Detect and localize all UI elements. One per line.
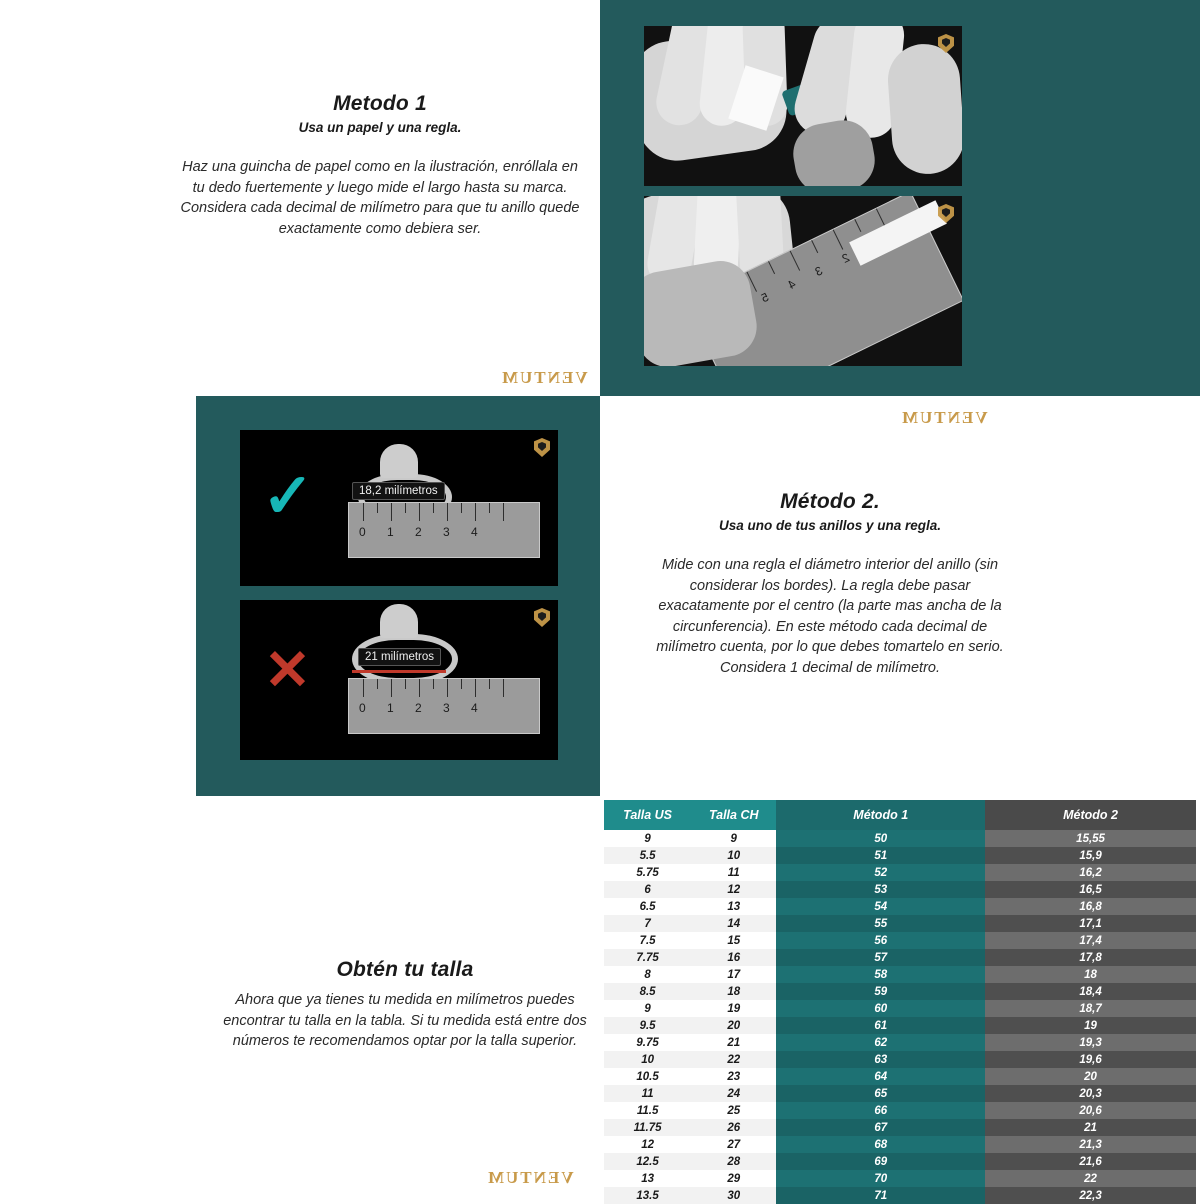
table-cell: 9 bbox=[691, 830, 776, 847]
table-cell: 21,6 bbox=[985, 1153, 1196, 1170]
illustration-measure-strip: 5 4 3 2 bbox=[644, 196, 962, 366]
table-cell: 27 bbox=[691, 1136, 776, 1153]
table-cell: 62 bbox=[776, 1034, 985, 1051]
table-cell: 19 bbox=[985, 1017, 1196, 1034]
brand-logo bbox=[900, 408, 988, 428]
method2-body: Mide con una regla el diámetro interior del anillo (sin considerar los bordes). La regla debe pasar exacatamente por el centro (la parte mas ancha de la circunferencia). En este método cada decimal de milímetro cuenta, por lo que debes tomartelo en serio. Considera 1 decimal de milímetro. bbox=[656, 557, 1004, 676]
table-cell: 13 bbox=[604, 1170, 691, 1187]
table-cell: 21 bbox=[691, 1034, 776, 1051]
brand-logo bbox=[486, 1168, 574, 1188]
table-cell: 11.5 bbox=[604, 1102, 691, 1119]
incorrect-cross-icon: ✕ bbox=[264, 638, 311, 701]
table-row bbox=[604, 1068, 1196, 1085]
table-cell: 29 bbox=[691, 1170, 776, 1187]
table-cell: 10 bbox=[691, 847, 776, 864]
table-cell: 22,3 bbox=[985, 1187, 1196, 1204]
table-row bbox=[604, 1136, 1196, 1153]
correct-check-icon: ✓ bbox=[262, 462, 314, 531]
table-cell: 68 bbox=[776, 1136, 985, 1153]
table-cell: 56 bbox=[776, 932, 985, 949]
brand-shield-icon bbox=[534, 608, 550, 627]
table-row bbox=[604, 915, 1196, 932]
table-cell: 15,9 bbox=[985, 847, 1196, 864]
table-cell: 7.75 bbox=[604, 949, 691, 966]
table-cell: 17,8 bbox=[985, 949, 1196, 966]
table-cell: 18,7 bbox=[985, 1000, 1196, 1017]
table-cell: 58 bbox=[776, 966, 985, 983]
method1-title: Metodo 1 bbox=[333, 92, 427, 115]
table-cell: 15,55 bbox=[985, 830, 1196, 847]
obtain-size-title: Obtén tu talla bbox=[336, 958, 474, 981]
table-cell: 20 bbox=[691, 1017, 776, 1034]
table-cell: 15 bbox=[691, 932, 776, 949]
table-cell: 9.75 bbox=[604, 1034, 691, 1051]
table-row bbox=[604, 932, 1196, 949]
table-row bbox=[604, 847, 1196, 864]
table-cell: 71 bbox=[776, 1187, 985, 1204]
table-cell: 61 bbox=[776, 1017, 985, 1034]
table-cell: 13 bbox=[691, 898, 776, 915]
table-row bbox=[604, 1119, 1196, 1136]
table-row bbox=[604, 898, 1196, 915]
table-row bbox=[604, 864, 1196, 881]
table-cell: 9 bbox=[604, 830, 691, 847]
table-cell: 16,2 bbox=[985, 864, 1196, 881]
illustration-paper-strip bbox=[644, 26, 962, 186]
table-row bbox=[604, 1051, 1196, 1068]
table-row bbox=[604, 1034, 1196, 1051]
table-row bbox=[604, 1102, 1196, 1119]
table-cell: 18 bbox=[985, 966, 1196, 983]
table-cell: 70 bbox=[776, 1170, 985, 1187]
table-header-talla-ch: Talla CH bbox=[691, 800, 776, 830]
table-cell: 11 bbox=[604, 1085, 691, 1102]
method1-body: Haz una guincha de papel como en la ilustración, enróllala en tu dedo fuertemente y luego mide el largo hasta su marca. Considera cada decimal de milímetro para que tu anillo quede exactamente como debiera ser. bbox=[180, 159, 580, 237]
table-cell: 66 bbox=[776, 1102, 985, 1119]
table-cell: 63 bbox=[776, 1051, 985, 1068]
table-cell: 19,3 bbox=[985, 1034, 1196, 1051]
table-cell: 26 bbox=[691, 1119, 776, 1136]
table-row bbox=[604, 1000, 1196, 1017]
table-cell: 13.5 bbox=[604, 1187, 691, 1204]
incorrect-measure-line bbox=[352, 670, 446, 673]
table-cell: 5.5 bbox=[604, 847, 691, 864]
table-cell: 21 bbox=[985, 1119, 1196, 1136]
table-cell: 67 bbox=[776, 1119, 985, 1136]
table-cell: 14 bbox=[691, 915, 776, 932]
table-cell: 16 bbox=[691, 949, 776, 966]
table-cell: 12 bbox=[604, 1136, 691, 1153]
table-cell: 19,6 bbox=[985, 1051, 1196, 1068]
table-cell: 12 bbox=[691, 881, 776, 898]
table-cell: 19 bbox=[691, 1000, 776, 1017]
table-cell: 8.5 bbox=[604, 983, 691, 1000]
method1-text-block bbox=[180, 92, 580, 239]
table-cell: 7.5 bbox=[604, 932, 691, 949]
table-cell: 59 bbox=[776, 983, 985, 1000]
table-cell: 50 bbox=[776, 830, 985, 847]
table-cell: 5.75 bbox=[604, 864, 691, 881]
method2-title: Método 2. bbox=[780, 490, 880, 513]
table-cell: 22 bbox=[985, 1170, 1196, 1187]
table-row bbox=[604, 983, 1196, 1000]
method1-subtitle: Usa un papel y una regla. bbox=[298, 120, 462, 135]
table-header-row bbox=[604, 800, 1196, 830]
illustration-incorrect-measure: 21 milímetros 0 1 2 3 4 ✕ bbox=[240, 600, 558, 760]
obtain-size-body: Ahora que ya tienes tu medida en milímetros puedes encontrar tu talla en la tabla. Si tu medida está entre dos números te recomendamos optar por la talla superior. bbox=[223, 992, 587, 1050]
table-cell: 28 bbox=[691, 1153, 776, 1170]
table-cell: 65 bbox=[776, 1085, 985, 1102]
table-cell: 17 bbox=[691, 966, 776, 983]
ring-size-table bbox=[604, 800, 1196, 1204]
table-cell: 30 bbox=[691, 1187, 776, 1204]
table-row bbox=[604, 881, 1196, 898]
table-cell: 8 bbox=[604, 966, 691, 983]
table-row bbox=[604, 1187, 1196, 1204]
obtain-size-text-block bbox=[210, 958, 600, 1052]
table-row bbox=[604, 830, 1196, 847]
table-cell: 9.5 bbox=[604, 1017, 691, 1034]
table-cell: 52 bbox=[776, 864, 985, 881]
table-cell: 60 bbox=[776, 1000, 985, 1017]
table-cell: 12.5 bbox=[604, 1153, 691, 1170]
method2-text-block bbox=[650, 490, 1010, 678]
illustration-correct-measure: 18,2 milímetros 0 1 2 3 4 ✓ bbox=[240, 430, 558, 586]
table-cell: 9 bbox=[604, 1000, 691, 1017]
table-cell: 11.75 bbox=[604, 1119, 691, 1136]
table-cell: 20,3 bbox=[985, 1085, 1196, 1102]
table-cell: 57 bbox=[776, 949, 985, 966]
table-cell: 24 bbox=[691, 1085, 776, 1102]
table-cell: 6.5 bbox=[604, 898, 691, 915]
brand-logo-text: VENTUM bbox=[486, 1168, 574, 1187]
table-header-talla-us: Talla US bbox=[604, 800, 691, 830]
table-cell: 69 bbox=[776, 1153, 985, 1170]
table-row bbox=[604, 1085, 1196, 1102]
table-cell: 7 bbox=[604, 915, 691, 932]
method2-panel bbox=[196, 396, 600, 796]
brand-logo-text: VENTUM bbox=[500, 368, 588, 387]
table-cell: 16,8 bbox=[985, 898, 1196, 915]
incorrect-measure-label: 21 milímetros bbox=[358, 648, 441, 666]
brand-logo bbox=[500, 368, 588, 388]
table-cell: 55 bbox=[776, 915, 985, 932]
table-cell: 10.5 bbox=[604, 1068, 691, 1085]
table-row bbox=[604, 949, 1196, 966]
correct-measure-label: 18,2 milímetros bbox=[352, 482, 445, 500]
method1-panel bbox=[600, 0, 1200, 396]
table-header-metodo-1: Método 1 bbox=[776, 800, 985, 830]
table-row bbox=[604, 1170, 1196, 1187]
table-cell: 51 bbox=[776, 847, 985, 864]
table-cell: 25 bbox=[691, 1102, 776, 1119]
table-cell: 20,6 bbox=[985, 1102, 1196, 1119]
table-row bbox=[604, 1017, 1196, 1034]
table-cell: 10 bbox=[604, 1051, 691, 1068]
table-row bbox=[604, 966, 1196, 983]
brand-logo-text: VENTUM bbox=[900, 408, 988, 427]
table-cell: 22 bbox=[691, 1051, 776, 1068]
table-row bbox=[604, 1153, 1196, 1170]
table-cell: 6 bbox=[604, 881, 691, 898]
table-header-metodo-2: Método 2 bbox=[985, 800, 1196, 830]
table-cell: 16,5 bbox=[985, 881, 1196, 898]
table-cell: 11 bbox=[691, 864, 776, 881]
method2-subtitle: Usa uno de tus anillos y una regla. bbox=[718, 518, 942, 533]
table-cell: 18,4 bbox=[985, 983, 1196, 1000]
table-cell: 21,3 bbox=[985, 1136, 1196, 1153]
table-cell: 17,1 bbox=[985, 915, 1196, 932]
brand-shield-icon bbox=[534, 438, 550, 457]
table-cell: 54 bbox=[776, 898, 985, 915]
table-cell: 17,4 bbox=[985, 932, 1196, 949]
table-cell: 53 bbox=[776, 881, 985, 898]
table-cell: 64 bbox=[776, 1068, 985, 1085]
table-cell: 18 bbox=[691, 983, 776, 1000]
table-cell: 20 bbox=[985, 1068, 1196, 1085]
table-cell: 23 bbox=[691, 1068, 776, 1085]
